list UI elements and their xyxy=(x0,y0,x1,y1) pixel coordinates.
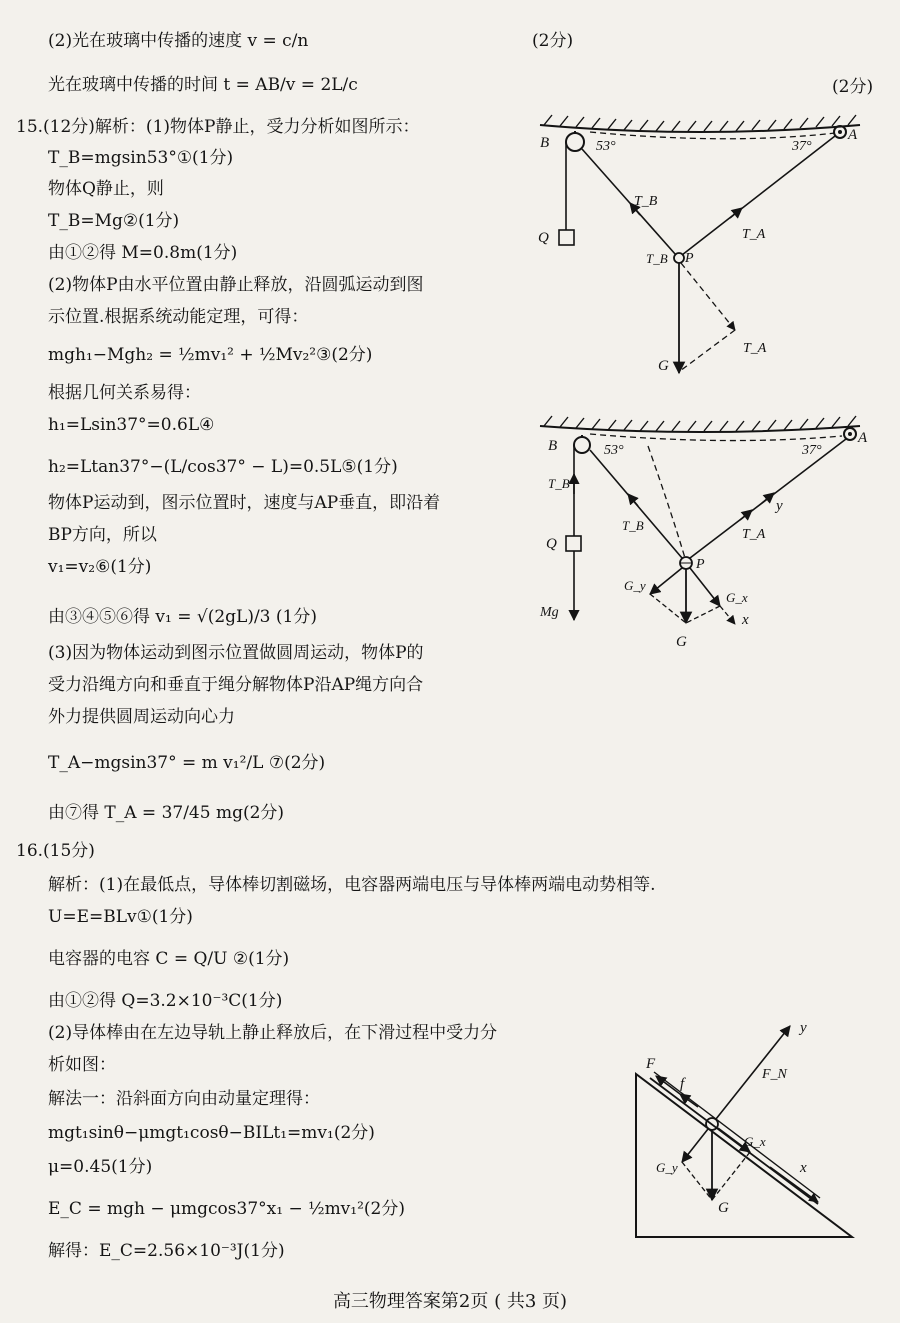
equation-line: 解得：E_C=2.56×10⁻³J(1分) xyxy=(48,1241,285,1261)
label-q: Q xyxy=(538,230,549,246)
text-line: (3)因为物体运动到图示位置做圆周运动，物体P的 xyxy=(48,643,424,663)
text-line: 析如图： xyxy=(48,1055,116,1075)
text-line: BP方向，所以 xyxy=(48,525,157,545)
label-angle-53: 53° xyxy=(604,443,624,458)
equation-line: h₁=Lsin37°=0.6L④ xyxy=(48,415,215,435)
label-tension-a-2: T_A xyxy=(743,341,767,356)
label-g-y: G_y xyxy=(656,1160,678,1175)
label-g: G xyxy=(676,634,687,650)
label-tension-a: T_A xyxy=(742,527,766,542)
label-g-x: G_x xyxy=(744,1134,766,1149)
text-line: 受力沿绳方向和垂直于绳分解物体P沿AP绳方向合 xyxy=(48,675,424,695)
text-line: T_B=mgsin53°①(1分) xyxy=(48,148,234,168)
label-normal-force: F_N xyxy=(762,1067,787,1082)
text-line: 解法一：沿斜面方向由动量定理得： xyxy=(48,1089,320,1109)
label-angle-53: 53° xyxy=(596,139,616,154)
label-y-axis: y xyxy=(776,498,783,514)
label-y-axis: y xyxy=(800,1020,807,1036)
text-line: 物体Q静止，则 xyxy=(48,179,164,199)
label-x-axis: x xyxy=(800,1160,807,1176)
label-g-x: G_x xyxy=(726,590,748,605)
text-line: 根据几何关系易得： xyxy=(48,383,201,403)
equation-line: 由①②得 Q=3.2×10⁻³C(1分) xyxy=(48,991,283,1011)
label-angle-37: 37° xyxy=(792,139,812,154)
equation-line: E_C = mgh − μmgcos37°x₁ − ½mv₁²(2分) xyxy=(48,1199,405,1219)
equation-line: 由⑦得 T_A = 37/45 mg(2分) xyxy=(48,803,285,823)
question-16-heading: 16.(15分) xyxy=(16,841,95,861)
label-a: A xyxy=(858,430,868,446)
score-note: (2分) xyxy=(832,77,874,97)
text-line: 解析：(1)在最低点，导体棒切割磁场，电容器两端电压与导体棒两端电动势相等. xyxy=(48,875,656,895)
label-g: G xyxy=(718,1200,729,1216)
equation-line: μ=0.45(1分) xyxy=(48,1157,153,1177)
equation-line: mgh₁−Mgh₂ = ½mv₁² + ½Mv₂²③(2分) xyxy=(48,345,373,365)
label-f-ampere: F xyxy=(646,1056,656,1072)
label-x-axis: x xyxy=(742,612,749,628)
equation-line: U=E=BLv①(1分) xyxy=(48,907,193,927)
label-b: B xyxy=(540,135,550,151)
equation-line: h₂=Ltan37°−(L/cos37° − L)=0.5L⑤(1分) xyxy=(48,457,398,477)
text-line: 物体P运动到，图示位置时，速度与AP垂直，即沿着 xyxy=(48,493,441,513)
label-tension-b-2: T_B xyxy=(622,518,644,533)
label-q: Q xyxy=(546,536,557,552)
label-a: A xyxy=(848,127,858,143)
page-footer: 高三物理答案第2页 ( 共3 页) xyxy=(332,1291,568,1312)
equation-line: 由③④⑤⑥得 v₁ = √(2gL)/3 (1分) xyxy=(48,607,317,627)
label-tension-b: T_B xyxy=(548,476,570,491)
text-line: 示位置.根据系统动能定理，可得： xyxy=(48,307,309,327)
label-p: P xyxy=(696,557,705,572)
equation-line: T_A−mgsin37° = m v₁²/L ⑦(2分) xyxy=(48,753,326,773)
label-mg: Mg xyxy=(540,605,559,620)
equation-line: v₁=v₂⑥(1分) xyxy=(48,557,152,577)
label-angle-37: 37° xyxy=(802,443,822,458)
label-g-y: G_y xyxy=(624,578,646,593)
label-b: B xyxy=(548,438,558,454)
label-tension-a: T_A xyxy=(742,227,766,242)
text-line: 外力提供圆周运动向心力 xyxy=(48,707,235,727)
text-line: T_B=Mg②(1分) xyxy=(48,211,180,231)
text-line: 光在玻璃中传播的时间 t = AB/v = 2L/c xyxy=(48,75,358,95)
text-line: (2)导体棒由在左边导轨上静止释放后，在下滑过程中受力分 xyxy=(48,1023,498,1043)
figure-force-diagram-1 xyxy=(530,105,870,385)
equation-line: 电容器的电容 C = Q/U ②(1分) xyxy=(48,949,290,969)
label-p: P xyxy=(685,251,694,266)
label-tension-b-2: T_B xyxy=(646,251,668,266)
figure-incline-diagram xyxy=(620,1012,870,1242)
text-line: 由①②得 M=0.8m(1分) xyxy=(48,243,238,263)
label-g: G xyxy=(658,358,669,374)
text-line: (2)物体P由水平位置由静止释放，沿圆弧运动到图 xyxy=(48,275,424,295)
text-line: (2)光在玻璃中传播的速度 v = c/n xyxy=(48,31,309,51)
label-f-friction: f xyxy=(680,1076,685,1092)
label-tension-b: T_B xyxy=(634,194,658,209)
equation-line: mgt₁sinθ−μmgt₁cosθ−BILt₁=mv₁(2分) xyxy=(48,1123,375,1143)
figure-force-diagram-2 xyxy=(530,398,870,663)
question-15-heading: 15.(12分)解析：(1)物体P静止，受力分析如图所示： xyxy=(16,117,420,137)
score-note: (2分) xyxy=(532,31,574,51)
